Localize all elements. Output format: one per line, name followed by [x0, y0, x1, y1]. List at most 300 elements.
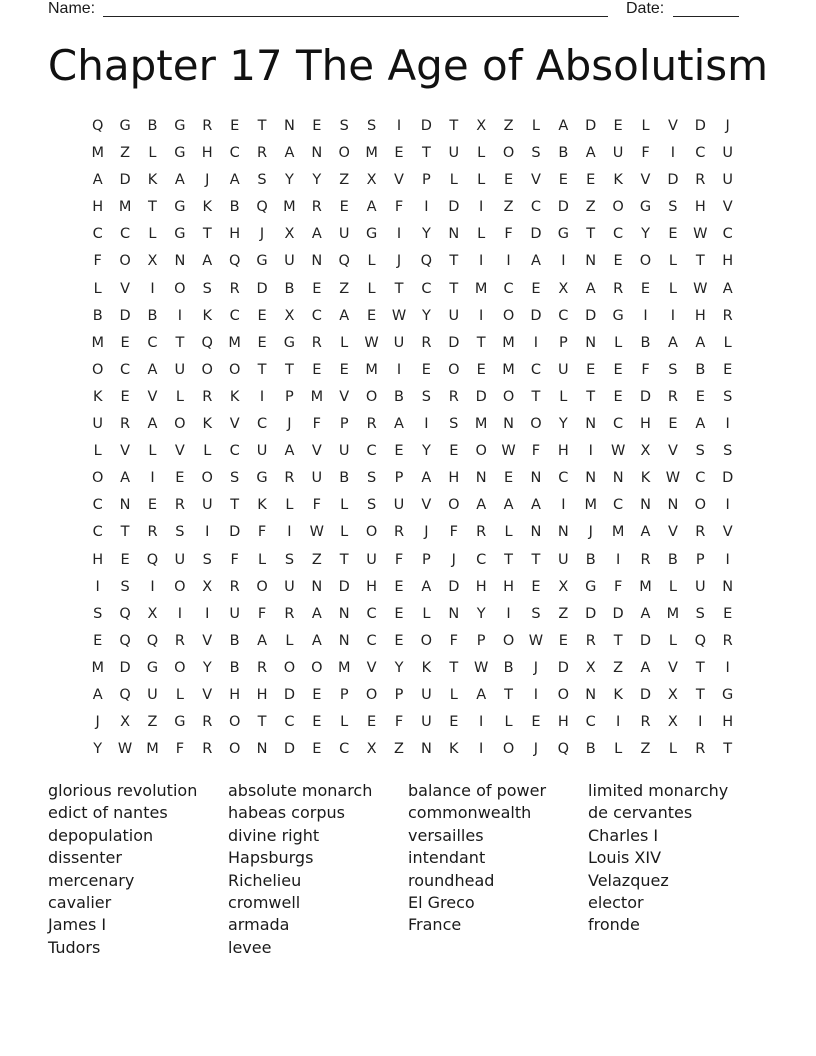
grid-letter[interactable]: O: [338, 145, 350, 162]
grid-letter[interactable]: O: [365, 686, 378, 703]
grid-letter[interactable]: D: [585, 605, 597, 622]
grid-letter[interactable]: X: [284, 226, 295, 243]
grid-letter[interactable]: R: [257, 659, 268, 676]
grid-letter[interactable]: I: [396, 361, 402, 378]
grid-letter[interactable]: T: [449, 659, 459, 676]
grid-letter[interactable]: S: [695, 443, 705, 460]
grid-letter[interactable]: L: [504, 714, 513, 731]
grid-letter[interactable]: H: [722, 714, 734, 731]
grid-letter[interactable]: K: [147, 172, 158, 189]
grid-letter[interactable]: E: [257, 334, 267, 351]
grid-letter[interactable]: C: [229, 443, 240, 460]
grid-letter[interactable]: Z: [503, 118, 514, 134]
grid-letter[interactable]: L: [93, 280, 102, 297]
grid-letter[interactable]: V: [174, 443, 185, 460]
grid-letter[interactable]: D: [448, 199, 460, 216]
grid-letter[interactable]: C: [366, 632, 377, 649]
grid-letter[interactable]: D: [722, 470, 734, 487]
grid-letter[interactable]: U: [311, 470, 323, 487]
grid-letter[interactable]: I: [561, 253, 566, 270]
grid-letter[interactable]: A: [695, 416, 706, 433]
grid-letter[interactable]: O: [228, 741, 241, 758]
grid-letter[interactable]: N: [557, 524, 569, 541]
grid-letter[interactable]: G: [365, 226, 378, 243]
grid-letter[interactable]: E: [723, 605, 733, 622]
grid-letter[interactable]: O: [502, 307, 515, 324]
grid-letter[interactable]: L: [93, 443, 102, 460]
grid-letter[interactable]: U: [448, 145, 460, 162]
grid-letter[interactable]: T: [695, 686, 705, 703]
grid-letter[interactable]: E: [230, 118, 240, 134]
grid-letter[interactable]: E: [531, 578, 541, 595]
grid-letter[interactable]: S: [175, 524, 185, 541]
grid-letter[interactable]: W: [473, 659, 489, 676]
grid-letter[interactable]: S: [668, 361, 678, 378]
grid-letter[interactable]: V: [120, 280, 131, 297]
grid-letter[interactable]: M: [310, 388, 324, 405]
grid-letter[interactable]: L: [340, 524, 349, 541]
grid-letter[interactable]: E: [668, 226, 678, 243]
grid-letter[interactable]: G: [174, 714, 186, 731]
grid-letter[interactable]: A: [503, 497, 514, 514]
grid-letter[interactable]: C: [613, 226, 624, 243]
grid-letter[interactable]: E: [312, 118, 322, 134]
grid-letter[interactable]: S: [93, 605, 103, 622]
grid-letter[interactable]: Z: [613, 659, 624, 676]
grid-letter[interactable]: A: [311, 605, 322, 622]
grid-letter[interactable]: C: [284, 714, 295, 731]
grid-letter[interactable]: R: [120, 416, 131, 433]
grid-letter[interactable]: R: [202, 388, 213, 405]
grid-letter[interactable]: U: [694, 578, 706, 595]
grid-letter[interactable]: M: [502, 361, 515, 378]
grid-letter[interactable]: M: [584, 497, 597, 514]
grid-letter[interactable]: A: [339, 307, 350, 324]
grid-letter[interactable]: O: [174, 416, 186, 433]
grid-letter[interactable]: Q: [201, 334, 213, 351]
grid-letter[interactable]: N: [612, 470, 624, 487]
grid-letter[interactable]: R: [147, 524, 158, 541]
grid-letter[interactable]: E: [339, 361, 349, 378]
grid-letter[interactable]: I: [479, 714, 484, 731]
grid-letter[interactable]: O: [174, 578, 186, 595]
grid-letter[interactable]: P: [285, 388, 294, 405]
grid-letter[interactable]: E: [586, 172, 596, 189]
grid-letter[interactable]: L: [723, 334, 732, 351]
grid-letter[interactable]: G: [174, 226, 186, 243]
grid-letter[interactable]: B: [667, 551, 678, 568]
grid-letter[interactable]: Y: [202, 659, 212, 676]
grid-letter[interactable]: U: [393, 497, 405, 514]
grid-letter[interactable]: H: [256, 686, 268, 703]
grid-letter[interactable]: P: [695, 551, 705, 568]
grid-letter[interactable]: A: [120, 470, 131, 487]
grid-letter[interactable]: B: [284, 280, 295, 297]
grid-letter[interactable]: D: [283, 686, 296, 703]
grid-letter[interactable]: A: [311, 226, 322, 243]
grid-letter[interactable]: M: [639, 578, 652, 595]
grid-letter[interactable]: E: [503, 172, 514, 189]
grid-letter[interactable]: F: [449, 524, 458, 541]
grid-letter[interactable]: J: [451, 551, 456, 568]
grid-letter[interactable]: E: [449, 443, 459, 460]
grid-letter[interactable]: T: [257, 118, 267, 134]
grid-letter[interactable]: U: [147, 686, 158, 703]
grid-letter[interactable]: E: [613, 388, 623, 405]
grid-letter[interactable]: V: [202, 686, 213, 703]
grid-letter[interactable]: I: [643, 307, 648, 324]
grid-letter[interactable]: F: [613, 578, 623, 595]
grid-letter[interactable]: L: [285, 632, 294, 649]
grid-letter[interactable]: W: [391, 307, 407, 324]
grid-letter[interactable]: G: [283, 334, 296, 351]
grid-letter[interactable]: L: [175, 388, 184, 405]
grid-letter[interactable]: Y: [421, 307, 431, 324]
grid-letter[interactable]: Q: [91, 118, 104, 134]
grid-letter[interactable]: E: [449, 714, 459, 731]
grid-letter[interactable]: T: [504, 551, 513, 568]
grid-letter[interactable]: P: [339, 686, 349, 703]
grid-letter[interactable]: E: [120, 334, 130, 351]
grid-letter[interactable]: T: [285, 361, 294, 378]
grid-letter[interactable]: D: [612, 605, 624, 622]
grid-letter[interactable]: N: [585, 686, 597, 703]
grid-letter[interactable]: D: [639, 388, 652, 405]
grid-letter[interactable]: D: [119, 172, 131, 189]
grid-letter[interactable]: U: [722, 145, 733, 162]
grid-letter[interactable]: P: [339, 416, 349, 433]
grid-letter[interactable]: E: [312, 714, 322, 731]
grid-letter[interactable]: O: [119, 253, 131, 270]
grid-letter[interactable]: I: [177, 307, 182, 324]
grid-letter[interactable]: O: [694, 497, 706, 514]
grid-letter[interactable]: H: [366, 578, 378, 595]
grid-letter[interactable]: E: [613, 253, 623, 270]
grid-letter[interactable]: E: [558, 632, 568, 649]
grid-letter[interactable]: E: [558, 172, 568, 189]
grid-letter[interactable]: K: [202, 199, 213, 216]
grid-letter[interactable]: X: [284, 307, 295, 324]
grid-letter[interactable]: L: [449, 172, 458, 189]
grid-letter[interactable]: T: [230, 497, 240, 514]
grid-letter[interactable]: Y: [476, 605, 486, 622]
grid-letter[interactable]: X: [366, 172, 377, 189]
grid-letter[interactable]: N: [640, 497, 651, 514]
grid-letter[interactable]: U: [284, 253, 295, 270]
grid-letter[interactable]: G: [557, 226, 569, 243]
grid-letter[interactable]: I: [479, 741, 484, 758]
grid-letter[interactable]: Y: [93, 741, 103, 758]
grid-letter[interactable]: X: [667, 714, 678, 731]
grid-letter[interactable]: L: [449, 686, 458, 703]
grid-letter[interactable]: E: [257, 307, 267, 324]
grid-letter[interactable]: G: [722, 686, 734, 703]
grid-letter[interactable]: M: [118, 199, 132, 216]
grid-letter[interactable]: W: [693, 280, 708, 297]
grid-letter[interactable]: M: [365, 361, 378, 378]
grid-letter[interactable]: T: [695, 659, 705, 676]
grid-letter[interactable]: T: [175, 334, 185, 351]
grid-letter[interactable]: N: [475, 470, 487, 487]
grid-letter[interactable]: F: [312, 497, 321, 514]
grid-letter[interactable]: M: [666, 605, 680, 622]
grid-letter[interactable]: A: [558, 118, 569, 134]
grid-letter[interactable]: K: [421, 659, 432, 676]
grid-letter[interactable]: T: [394, 280, 404, 297]
grid-letter[interactable]: E: [339, 199, 349, 216]
grid-letter[interactable]: V: [421, 497, 432, 514]
grid-letter[interactable]: M: [228, 334, 241, 351]
grid-letter[interactable]: B: [558, 145, 569, 162]
grid-letter[interactable]: M: [502, 334, 515, 351]
grid-letter[interactable]: F: [175, 741, 185, 758]
grid-letter[interactable]: Z: [311, 551, 322, 568]
grid-letter[interactable]: G: [146, 659, 159, 676]
grid-letter[interactable]: A: [640, 524, 651, 541]
grid-letter[interactable]: B: [229, 199, 240, 216]
grid-letter[interactable]: D: [667, 172, 679, 189]
grid-letter[interactable]: N: [448, 226, 460, 243]
grid-letter[interactable]: U: [393, 334, 405, 351]
grid-letter[interactable]: V: [202, 632, 213, 649]
grid-letter[interactable]: I: [287, 524, 292, 541]
grid-letter[interactable]: L: [340, 714, 349, 731]
grid-letter[interactable]: Y: [394, 659, 404, 676]
grid-letter[interactable]: T: [531, 551, 541, 568]
grid-letter[interactable]: E: [394, 632, 404, 649]
grid-letter[interactable]: R: [174, 497, 185, 514]
grid-letter[interactable]: X: [558, 578, 569, 595]
grid-letter[interactable]: W: [309, 524, 324, 541]
grid-letter[interactable]: Z: [394, 741, 404, 758]
grid-letter[interactable]: T: [120, 524, 130, 541]
grid-letter[interactable]: I: [615, 551, 621, 568]
grid-letter[interactable]: U: [558, 551, 569, 568]
grid-letter[interactable]: O: [612, 199, 624, 216]
grid-letter[interactable]: E: [120, 551, 130, 568]
grid-letter[interactable]: T: [476, 334, 486, 351]
grid-letter[interactable]: W: [117, 741, 133, 758]
grid-letter[interactable]: S: [202, 280, 212, 297]
grid-letter[interactable]: R: [202, 741, 213, 758]
grid-letter[interactable]: L: [668, 253, 677, 270]
grid-letter[interactable]: E: [147, 497, 158, 514]
grid-letter[interactable]: T: [257, 361, 267, 378]
grid-letter[interactable]: B: [147, 118, 158, 134]
grid-letter[interactable]: C: [229, 307, 240, 324]
grid-letter[interactable]: F: [312, 416, 321, 433]
grid-letter[interactable]: R: [695, 524, 706, 541]
grid-letter[interactable]: O: [365, 388, 378, 405]
grid-letter[interactable]: C: [120, 361, 131, 378]
grid-letter[interactable]: Y: [421, 443, 431, 460]
grid-letter[interactable]: A: [311, 632, 322, 649]
grid-letter[interactable]: E: [503, 470, 514, 487]
grid-letter[interactable]: Z: [339, 280, 350, 297]
grid-letter[interactable]: A: [640, 605, 651, 622]
grid-letter[interactable]: W: [610, 443, 626, 460]
grid-letter[interactable]: N: [530, 470, 542, 487]
grid-letter[interactable]: L: [614, 334, 623, 351]
grid-letter[interactable]: Y: [558, 416, 568, 433]
grid-letter[interactable]: S: [339, 118, 349, 134]
grid-letter[interactable]: S: [531, 145, 541, 162]
grid-letter[interactable]: D: [585, 307, 597, 324]
grid-letter[interactable]: L: [614, 741, 623, 758]
grid-letter[interactable]: L: [257, 551, 267, 568]
grid-letter[interactable]: E: [394, 605, 404, 622]
grid-letter[interactable]: S: [366, 118, 377, 134]
grid-letter[interactable]: O: [228, 361, 241, 378]
grid-letter[interactable]: E: [367, 307, 377, 324]
grid-letter[interactable]: T: [202, 226, 212, 243]
grid-letter[interactable]: R: [311, 199, 322, 216]
grid-letter[interactable]: M: [91, 659, 104, 676]
grid-letter[interactable]: S: [202, 551, 212, 568]
grid-letter[interactable]: L: [340, 334, 349, 351]
grid-letter[interactable]: N: [174, 253, 186, 270]
grid-letter[interactable]: U: [229, 605, 240, 622]
grid-letter[interactable]: F: [394, 551, 404, 568]
grid-letter[interactable]: W: [528, 632, 544, 649]
grid-letter[interactable]: L: [340, 497, 349, 514]
grid-letter[interactable]: R: [421, 334, 432, 351]
grid-letter[interactable]: M: [337, 659, 351, 676]
grid-letter[interactable]: U: [612, 145, 624, 162]
grid-letter[interactable]: O: [174, 659, 186, 676]
grid-letter[interactable]: P: [422, 172, 431, 189]
grid-letter[interactable]: F: [641, 145, 650, 162]
grid-letter[interactable]: U: [722, 172, 733, 189]
grid-letter[interactable]: A: [92, 686, 103, 703]
grid-letter[interactable]: I: [698, 714, 703, 731]
grid-letter[interactable]: X: [202, 578, 213, 595]
grid-letter[interactable]: W: [364, 334, 379, 351]
grid-letter[interactable]: A: [530, 497, 541, 514]
grid-letter[interactable]: H: [448, 470, 460, 487]
grid-letter[interactable]: V: [339, 388, 350, 405]
grid-letter[interactable]: S: [230, 470, 240, 487]
grid-letter[interactable]: I: [424, 416, 429, 433]
grid-letter[interactable]: B: [229, 632, 240, 649]
grid-letter[interactable]: B: [92, 307, 103, 324]
grid-letter[interactable]: Y: [285, 172, 294, 189]
grid-letter[interactable]: V: [667, 659, 678, 676]
grid-letter[interactable]: C: [92, 524, 103, 541]
grid-letter[interactable]: N: [311, 578, 323, 595]
grid-letter[interactable]: D: [530, 307, 542, 324]
grid-letter[interactable]: V: [394, 172, 404, 189]
grid-letter[interactable]: O: [201, 470, 213, 487]
grid-letter[interactable]: O: [502, 632, 515, 649]
grid-letter[interactable]: K: [229, 388, 240, 405]
grid-letter[interactable]: I: [479, 199, 484, 216]
grid-letter[interactable]: E: [640, 280, 651, 297]
grid-letter[interactable]: C: [339, 741, 350, 758]
grid-letter[interactable]: N: [338, 632, 350, 649]
grid-letter[interactable]: Q: [146, 632, 159, 649]
grid-letter[interactable]: F: [93, 253, 102, 270]
grid-letter[interactable]: N: [585, 470, 597, 487]
grid-letter[interactable]: I: [506, 253, 511, 270]
grid-letter[interactable]: M: [91, 145, 104, 162]
grid-letter[interactable]: A: [394, 416, 404, 433]
grid-letter[interactable]: T: [449, 118, 459, 134]
grid-letter[interactable]: E: [367, 714, 377, 731]
grid-letter[interactable]: H: [557, 443, 569, 460]
grid-letter[interactable]: O: [448, 497, 460, 514]
grid-letter[interactable]: L: [148, 145, 157, 162]
grid-letter[interactable]: E: [421, 361, 431, 378]
grid-letter[interactable]: L: [531, 118, 540, 134]
grid-letter[interactable]: C: [311, 307, 322, 324]
grid-letter[interactable]: O: [639, 253, 652, 270]
grid-letter[interactable]: R: [667, 388, 678, 405]
grid-letter[interactable]: J: [396, 253, 402, 270]
grid-letter[interactable]: E: [312, 741, 322, 758]
grid-letter[interactable]: R: [202, 118, 213, 134]
grid-letter[interactable]: I: [670, 145, 676, 162]
grid-letter[interactable]: A: [147, 361, 158, 378]
grid-letter[interactable]: R: [284, 470, 295, 487]
grid-letter[interactable]: F: [394, 199, 404, 216]
grid-letter[interactable]: A: [92, 172, 103, 189]
grid-letter[interactable]: V: [366, 659, 377, 676]
grid-letter[interactable]: K: [449, 741, 459, 758]
grid-letter[interactable]: C: [613, 416, 624, 433]
grid-letter[interactable]: H: [694, 307, 706, 324]
grid-letter[interactable]: R: [695, 741, 706, 758]
grid-letter[interactable]: H: [503, 578, 514, 595]
grid-letter[interactable]: B: [503, 659, 514, 676]
grid-letter[interactable]: Z: [339, 172, 350, 189]
grid-letter[interactable]: T: [531, 388, 541, 405]
grid-letter[interactable]: M: [283, 199, 296, 216]
grid-letter[interactable]: A: [421, 578, 432, 595]
grid-letter[interactable]: Y: [312, 172, 322, 189]
grid-letter[interactable]: P: [394, 686, 404, 703]
grid-letter[interactable]: T: [586, 388, 596, 405]
grid-letter[interactable]: K: [613, 172, 623, 189]
grid-letter[interactable]: P: [422, 551, 431, 568]
grid-letter[interactable]: Z: [120, 145, 131, 162]
grid-letter[interactable]: B: [147, 307, 158, 324]
grid-letter[interactable]: E: [120, 388, 130, 405]
grid-letter[interactable]: U: [284, 578, 295, 595]
grid-letter[interactable]: E: [723, 361, 733, 378]
grid-letter[interactable]: L: [641, 118, 650, 134]
grid-letter[interactable]: L: [668, 632, 677, 649]
grid-letter[interactable]: Q: [146, 551, 159, 568]
grid-letter[interactable]: G: [256, 470, 268, 487]
grid-letter[interactable]: J: [205, 172, 210, 189]
grid-letter[interactable]: I: [396, 118, 402, 134]
grid-letter[interactable]: R: [640, 714, 651, 731]
grid-letter[interactable]: K: [257, 497, 267, 514]
grid-letter[interactable]: A: [585, 280, 596, 297]
grid-letter[interactable]: H: [229, 686, 241, 703]
grid-letter[interactable]: D: [639, 686, 652, 703]
grid-letter[interactable]: M: [611, 524, 625, 541]
grid-letter[interactable]: O: [502, 741, 515, 758]
grid-letter[interactable]: C: [256, 416, 268, 433]
grid-letter[interactable]: E: [394, 145, 404, 162]
grid-letter[interactable]: L: [668, 280, 677, 297]
grid-letter[interactable]: V: [311, 443, 322, 460]
grid-letter[interactable]: O: [311, 659, 323, 676]
grid-letter[interactable]: N: [722, 578, 734, 595]
grid-letter[interactable]: L: [668, 741, 677, 758]
